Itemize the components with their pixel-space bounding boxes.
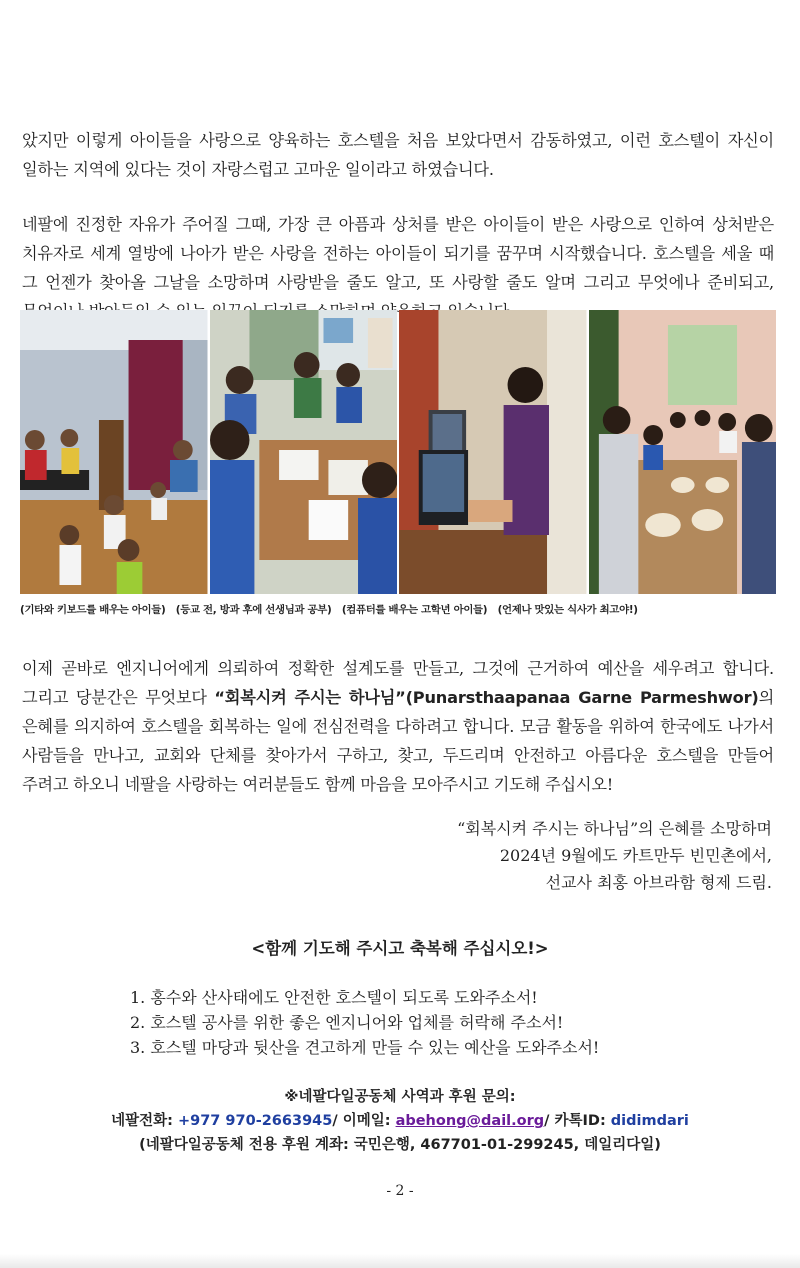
signature-line-2: 2024년 9월에도 카트만두 빈민촌에서, xyxy=(499,846,772,865)
kakao-id: didimdari xyxy=(610,1113,689,1129)
photo-mealtime xyxy=(589,310,777,594)
contact-title: ※네팔다일공동체 사역과 후원 문의: xyxy=(284,1089,516,1105)
prayer-list xyxy=(130,985,599,1060)
caption-1: (기타와 키보드를 배우는 아이들) xyxy=(20,604,166,616)
paragraph-intro: 았지만 이렇게 아이들을 사랑으로 양육하는 호스텔을 처음 보았다면서 감동하였고, 이런 호스텔이 자신이 일하는 지역에 있다는 것이 자랑스럽고 고마운 일이라고 하였습니다. xyxy=(22,131,774,180)
paragraph-vision: 네팔에 진정한 자유가 주어질 그때, 가장 큰 아픔과 상처를 받은 아이들이 받은 사랑으로 인하여 상처받은 치유자로 세계 열방에 나아가 받은 사랑을 전하는 아이들이 되기를 꿈꾸며 시작했습니다. 호스텔을 세울 때 그 언젠가 찾아올 그날을 소망하며 사랑받을 줄도 알고, 또 사랑할 줄도 알며 그리고 무엇에나 준비되고, xyxy=(22,215,774,293)
phone-number[interactable]: +977 970-2663945 xyxy=(177,1113,333,1129)
plan-text-before: 이제 곧바로 엔지니어에게 의뢰하여 정확한 설계도를 만들고, 그것에 근거하여 예산을 세우려고 합니다. 그리고 당분간은 무엇보다 xyxy=(22,659,774,708)
caption-3: (컴퓨터를 배우는 고학년 아이들) xyxy=(341,604,488,616)
caption-4: (언제나 맛있는 식사가 최고야!) xyxy=(497,604,638,616)
photo-study-time xyxy=(210,310,398,594)
prayer-item: 2. 호스텔 공사를 위한 좋은 엔지니어와 업체를 허락해 주소서! xyxy=(130,1013,564,1032)
contact-block xyxy=(0,1085,800,1157)
plan-text-after: 의 은혜를 의지하여 호스텔을 회복하는 일에 전심전력을 다하려고 합니다. 모금 활동을 위하여 한국에도 나가서 사람들을 만나고, 교회와 단체를 찾아가서 구하고, 찾고, 두드리며 안전하고 아름다운 호스텔을 만들어 주려고 하오니 네팔을 사랑하는 여러분들도 함께 마음을 모아주시고 기도해 주십시오! xyxy=(22,688,774,795)
prayer-heading: <함께 기도해 주시고 축복해 주십시오!> xyxy=(251,939,549,958)
prayer-item: 1. 홍수와 산사태에도 안전한 호스텔이 되도록 도와주소서! xyxy=(130,988,538,1007)
page-bottom-edge xyxy=(0,1254,800,1268)
plan-text-bold: “회복시켜 주시는 하나님”(Punarsthaapanaa Garne Parmeshwor) xyxy=(214,688,759,708)
email-link[interactable]: abehong@dail.org xyxy=(395,1113,545,1129)
caption-2: (등교 전, 방과 후에 선생님과 공부) xyxy=(175,604,332,616)
photo-strip xyxy=(20,310,776,594)
photo-captions xyxy=(20,601,780,616)
prayer-item: 3. 호스텔 마당과 뒷산을 견고하게 만들 수 있는 예산을 도와주소서! xyxy=(130,1038,600,1057)
signature-line-1: “회복시켜 주시는 하나님”의 은혜를 소망하며 xyxy=(457,819,772,838)
email-label: / 이메일: xyxy=(332,1113,396,1129)
bank-account: (네팔다일공동체 전용 후원 계좌: 국민은행, 467701-01-299245, 데일리다일) xyxy=(139,1137,661,1153)
photo-computer-class xyxy=(399,310,587,594)
photo-music-class xyxy=(20,310,208,594)
signature-line-3: 선교사 최홍 아브라함 형제 드림. xyxy=(545,873,772,892)
kakao-label: / 카톡ID: xyxy=(544,1113,611,1129)
page-number: - 2 - xyxy=(386,1183,414,1199)
signature-block xyxy=(457,815,772,896)
contact-line xyxy=(0,1109,800,1133)
phone-label: 네팔전화: xyxy=(111,1113,178,1129)
paragraph-plan xyxy=(22,654,774,799)
